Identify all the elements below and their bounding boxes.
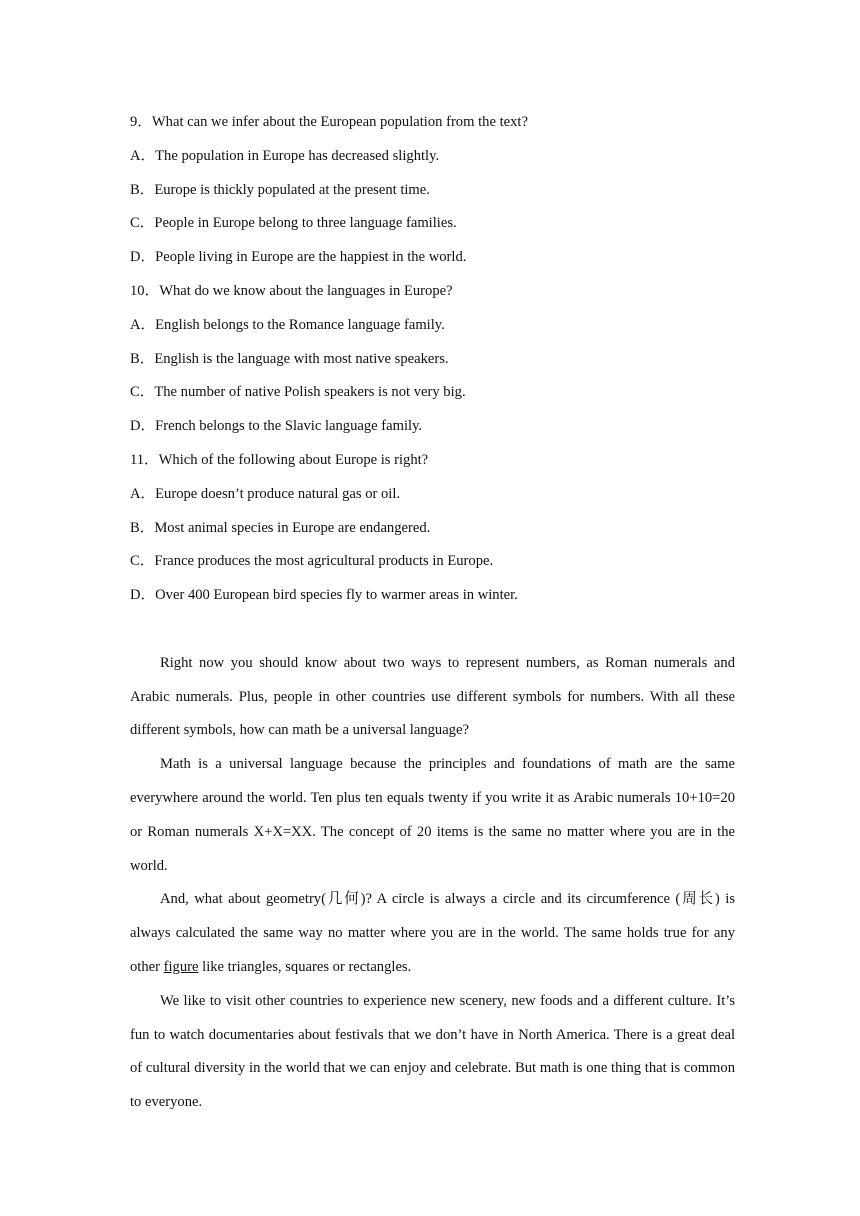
question-11-option-b: B．Most animal species in Europe are endangered.: [130, 519, 431, 536]
question-10-option-d: D．French belongs to the Slavic language family.: [130, 418, 423, 435]
passage-paragraph-3: [130, 883, 735, 984]
question-11-stem: 11．Which of the following about Europe is right?: [130, 451, 429, 468]
question-11-option-c: C．France produces the most agricultural products in Europe.: [130, 553, 494, 570]
question-9-stem: 9．What can we infer about the European population from the text?: [130, 114, 528, 130]
question-9-option-a: A．The population in Europe has decreased slightly.: [130, 147, 440, 164]
paragraph-3-text-start: And, what about geometry(几何)? A circle is always a circle and its circumference (周长) is always calculated the same way no matter where you are in the world. The same holds true for any other: [130, 891, 735, 975]
passage-paragraph-2: Math is a universal language because the principles and foundations of math are the same everywhere around the world. Ten plus ten equals twenty if you write it as Arabic numerals 10+10=20 or Roman numerals X+X=XX. The concept of 20 items is the same no matter where you are in the world.: [130, 756, 735, 874]
question-10-option-a: A．English belongs to the Romance language family.: [130, 316, 445, 333]
paragraph-3-text-end: like triangles, squares or rectangles.: [198, 958, 412, 975]
question-11-option-d: D．Over 400 European bird species fly to warmer areas in winter.: [130, 587, 518, 604]
question-10-option-b: B．English is the language with most native speakers.: [130, 350, 449, 367]
passage-paragraph-4: We like to visit other countries to experience new scenery, new foods and a different culture. It’s fun to watch documentaries about festivals that we don’t have in North America. There is a great deal of cultural diversity in the world that we can enjoy and celebrate. But math is one thing that is common to everyone.: [130, 992, 735, 1111]
question-9-option-d: D．People living in Europe are the happiest in the world.: [130, 249, 467, 266]
section-spacer: [130, 613, 735, 647]
question-9-option-c: C．People in Europe belong to three language families.: [130, 215, 457, 232]
underlined-word-figure: figure: [163, 958, 199, 975]
passage-paragraph-1: Right now you should know about two ways to represent numbers, as Roman numerals and Arabic numerals. Plus, people in other countries use different symbols for numbers. With all these different symbols, how can math be a universal language?: [130, 654, 735, 739]
question-9-option-b: B．Europe is thickly populated at the present time.: [130, 181, 430, 198]
question-10-stem: 10．What do we know about the languages in Europe?: [130, 282, 453, 299]
document-page: [130, 106, 735, 1120]
question-11-option-a: A．Europe doesn’t produce natural gas or oil.: [130, 485, 401, 502]
question-10-option-c: C．The number of native Polish speakers is not very big.: [130, 384, 466, 401]
